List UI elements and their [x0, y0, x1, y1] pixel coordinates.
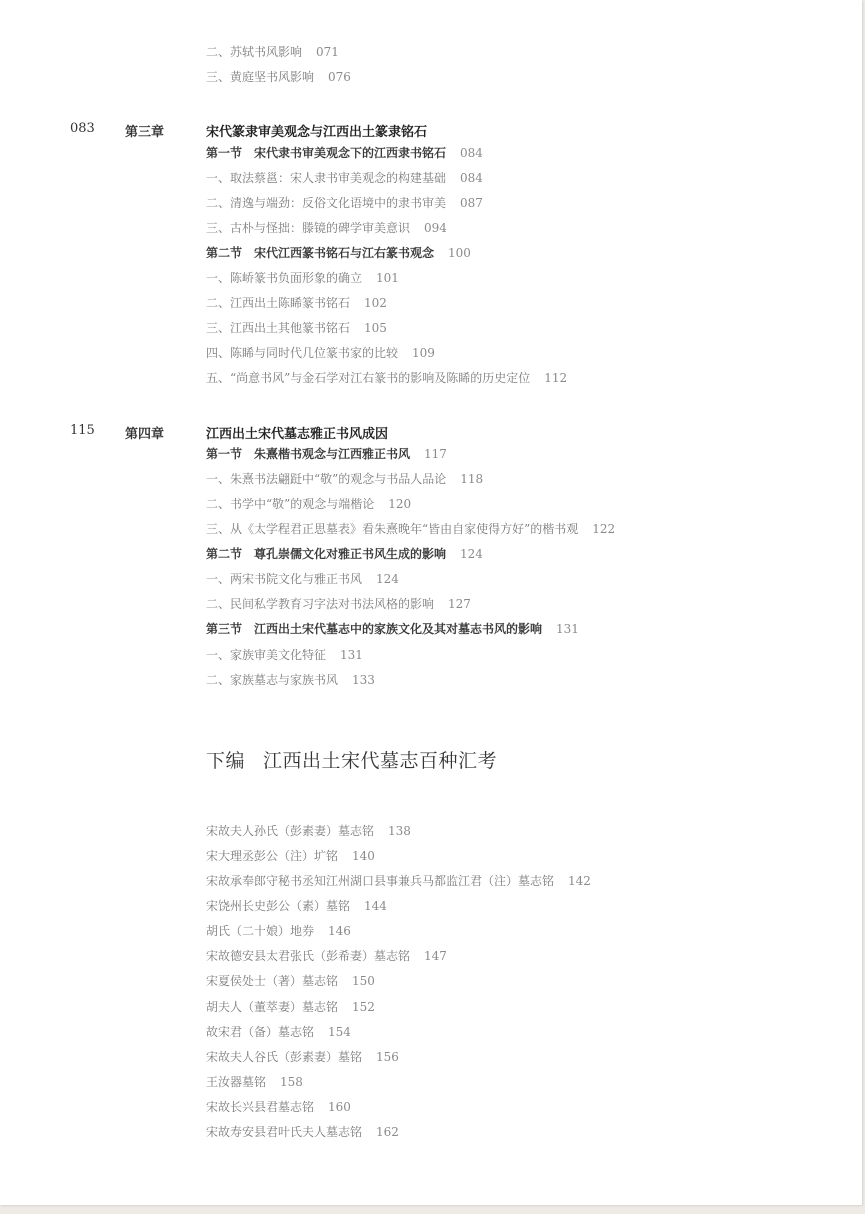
- toc-entry-page: 101: [376, 271, 399, 285]
- toc-entry-page: 140: [352, 849, 375, 863]
- toc-entry-page: 109: [412, 346, 435, 360]
- toc-entry-page: 131: [556, 622, 579, 636]
- toc-entry-page: 102: [364, 296, 387, 310]
- toc-section: [206, 547, 483, 561]
- toc-entry-page: 146: [328, 924, 351, 938]
- toc-section: [206, 447, 447, 461]
- toc-entry-text: 宋大理丞彭公（注）圹铭: [206, 849, 339, 863]
- toc-entry-text: 宋饶州长史彭公（素）墓铭: [206, 899, 351, 913]
- toc-entry-text: 一、家族审美文化特征: [206, 648, 327, 662]
- toc-entry-page: 124: [376, 572, 399, 586]
- toc-entry-text: 三、从《太学程君正思墓表》看朱熹晚年“皆由自家使得方好”的楷书观: [206, 522, 579, 536]
- toc-entry: [206, 1025, 351, 1039]
- toc-entry: [206, 1050, 399, 1064]
- chapter-label: 第三章: [125, 125, 165, 140]
- toc-entry: [206, 196, 483, 210]
- toc-entry: [206, 472, 483, 486]
- toc-entry-text: 宋故寿安县君叶氏夫人墓志铭: [206, 1125, 363, 1139]
- toc-entry-text: 一、朱熹书法翩跹中“敬”的观念与书品人品论: [206, 472, 447, 486]
- part-heading: [206, 746, 497, 773]
- toc-entry-page: 120: [388, 497, 412, 511]
- toc-entry-text: 二、苏轼书风影响: [206, 45, 303, 59]
- toc-entry-text: 第二节 宋代江西篆书铭石与江右篆书观念: [206, 246, 435, 260]
- toc-entry: [206, 171, 483, 185]
- toc-entry-text: 宋故夫人谷氏（彭素妻）墓铭: [206, 1050, 363, 1064]
- toc-entry: [206, 949, 447, 963]
- toc-entry-page: 117: [424, 447, 447, 461]
- toc-entry: [206, 321, 387, 335]
- toc-entry-text: 第二节 尊孔崇儒文化对雅正书风生成的影响: [206, 547, 447, 561]
- part-title: 江西出土宋代墓志百种汇考: [263, 750, 498, 772]
- toc-entry: [206, 1100, 351, 1114]
- toc-entry-page: 131: [340, 648, 363, 662]
- toc-entry-page: 094: [424, 221, 447, 235]
- toc-entry-text: 二、民间私学教育习字法对书法风格的影响: [206, 597, 435, 611]
- toc-entry-text: 二、家族墓志与家族书风: [206, 673, 339, 687]
- toc-entry-text: 一、陈峤篆书负面形象的确立: [206, 271, 363, 285]
- toc-entry-text: 王汝器墓铭: [206, 1075, 267, 1089]
- toc-section: [206, 146, 483, 160]
- toc-section: [206, 622, 579, 636]
- toc-entry: [206, 597, 471, 611]
- toc-entry-text: 故宋君（备）墓志铭: [206, 1025, 315, 1039]
- toc-entry-page: 158: [280, 1075, 303, 1089]
- toc-entry: [206, 1000, 375, 1014]
- toc-entry-page: 144: [364, 899, 387, 913]
- toc-entry-page: 112: [544, 371, 568, 385]
- toc-entry-page: 138: [388, 824, 411, 838]
- toc-entry-text: 第一节 朱熹楷书观念与江西雅正书风: [206, 447, 411, 461]
- toc-entry-text: 三、古朴与怪拙：滕镜的碑学审美意识: [206, 221, 411, 235]
- toc-entry-text: 第一节 宋代隶书审美观念下的江西隶书铭石: [206, 146, 447, 160]
- chapter-heading: [0, 423, 862, 442]
- toc-entry-page: 118: [460, 472, 484, 486]
- toc-entry: [206, 673, 375, 687]
- toc-entry-text: 四、陈睎与同时代几位篆书家的比较: [206, 346, 399, 360]
- toc-entry-text: 三、江西出土其他篆书铭石: [206, 321, 351, 335]
- toc-entry: [206, 1125, 399, 1139]
- part-label: 下编: [206, 750, 246, 772]
- toc-entry-page: 124: [460, 547, 483, 561]
- toc-entry-page: 084: [460, 146, 483, 160]
- toc-entry-text: 宋故承奉郎守秘书丞知江州湖口县事兼兵马都监江君（注）墓志铭: [206, 874, 555, 888]
- toc-entry: [206, 924, 351, 938]
- toc-entry: [206, 271, 399, 285]
- toc-entry-page: 105: [364, 321, 387, 335]
- toc-entry-page: 147: [424, 949, 447, 963]
- toc-entry: [206, 849, 375, 863]
- toc-entry-page: 154: [328, 1025, 351, 1039]
- toc-entry-page: 076: [328, 70, 351, 84]
- toc-entry-text: 宋故夫人孙氏（彭素妻）墓志铭: [206, 824, 375, 838]
- toc-entry-page: 127: [448, 597, 471, 611]
- chapter-heading: [0, 121, 862, 140]
- toc-entry-text: 宋故德安县太君张氏（彭希妻）墓志铭: [206, 949, 411, 963]
- toc-entry: [206, 221, 447, 235]
- chapter-label: 第四章: [125, 427, 165, 442]
- toc-entry-text: 胡氏（二十娘）地券: [206, 924, 315, 938]
- toc-entry-text: 一、取法蔡邕：宋人隶书审美观念的构建基础: [206, 171, 447, 185]
- toc-entry: [206, 497, 411, 511]
- toc-entry: [206, 346, 435, 360]
- toc-entry-text: 一、两宋书院文化与雅正书风: [206, 572, 363, 586]
- toc-entry-text: 二、清逸与端劲：反俗文化语境中的隶书审美: [206, 196, 447, 210]
- toc-entry: [206, 572, 399, 586]
- chapter-title: 江西出土宋代墓志雅正书风成因: [206, 427, 389, 442]
- toc-entry-page: 133: [352, 673, 375, 687]
- toc-entry-text: 胡夫人（董萃妻）墓志铭: [206, 1000, 339, 1014]
- toc-entry: [206, 522, 615, 536]
- toc-entry-text: 五、“尚意书风”与金石学对江右篆书的影响及陈睎的历史定位: [206, 371, 531, 385]
- toc-entry: [206, 899, 387, 913]
- chapter-page-number: 115: [70, 423, 95, 438]
- toc-entry-page: 160: [328, 1100, 351, 1114]
- toc-entry-page: 162: [376, 1125, 399, 1139]
- chapter-title: 宋代篆隶审美观念与江西出土篆隶铭石: [206, 125, 428, 140]
- toc-entry-text: 宋夏侯处士（著）墓志铭: [206, 974, 339, 988]
- toc-entry-text: 宋故长兴县君墓志铭: [206, 1100, 315, 1114]
- toc-entry-page: 152: [352, 1000, 375, 1014]
- toc-entry-page: 142: [568, 874, 591, 888]
- toc-section: [206, 246, 471, 260]
- toc-entry-page: 156: [376, 1050, 399, 1064]
- toc-entry: [206, 70, 351, 84]
- toc-entry-page: 071: [316, 45, 339, 59]
- toc-entry: [206, 1075, 303, 1089]
- toc-entry: [206, 45, 339, 59]
- chapter-page-number: 083: [70, 121, 95, 136]
- toc-entry-text: 二、书学中“敬”的观念与端楷论: [206, 497, 375, 511]
- toc-entry-text: 二、江西出土陈睎篆书铭石: [206, 296, 351, 310]
- toc-entry: [206, 371, 567, 385]
- toc-entry: [206, 648, 363, 662]
- toc-entry: [206, 824, 411, 838]
- toc-entry-page: 087: [460, 196, 483, 210]
- toc-entry-page: 150: [352, 974, 375, 988]
- toc-entry-text: 三、黄庭坚书风影响: [206, 70, 315, 84]
- toc-entry-page: 100: [448, 246, 471, 260]
- toc-entry-text: 第三节 江西出土宋代墓志中的家族文化及其对墓志书风的影响: [206, 622, 543, 636]
- toc-entry-page: 122: [592, 522, 616, 536]
- toc-entry: [206, 296, 387, 310]
- toc-entry: [206, 874, 591, 888]
- toc-entry: [206, 974, 375, 988]
- toc-entry-page: 084: [460, 171, 483, 185]
